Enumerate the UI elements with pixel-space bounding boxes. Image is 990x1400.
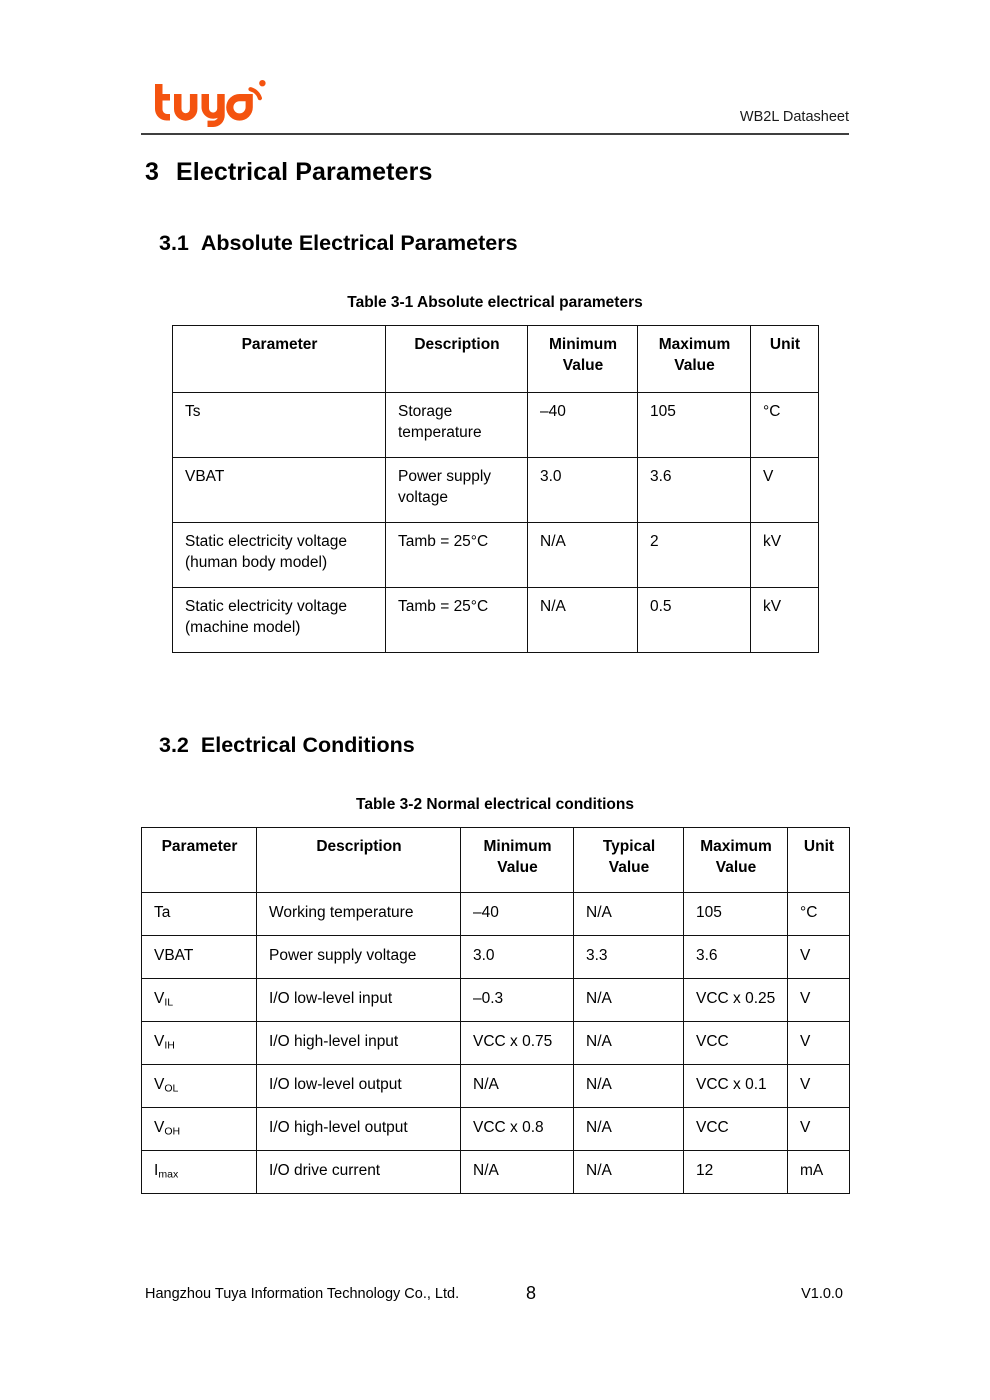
cell-description: Tamb = 25°C: [386, 588, 528, 653]
table-row: [142, 893, 850, 936]
th-unit: Unit: [751, 326, 819, 393]
cell-minimum: VCC x 0.75: [461, 1022, 574, 1065]
cell-unit: °C: [751, 393, 819, 458]
cell-minimum: –0.3: [461, 979, 574, 1022]
cell-description: Storage temperature: [386, 393, 528, 458]
cell-maximum: 3.6: [684, 936, 788, 979]
table-row: [173, 588, 819, 653]
cell-typical: N/A: [574, 979, 684, 1022]
cell-description: Power supply voltage: [386, 458, 528, 523]
table-row: [142, 936, 850, 979]
page-header: [141, 72, 849, 136]
cell-typical: N/A: [574, 1108, 684, 1151]
cell-unit: mA: [788, 1151, 850, 1194]
table-row: [142, 1022, 850, 1065]
table-3-2: [141, 827, 850, 1194]
cell-parameter: $V_{IH}$: [142, 1022, 257, 1065]
header-document-title: WB2L Datasheet: [739, 109, 849, 125]
table-3-2-caption: Table 3-2 Normal electrical conditions: [356, 796, 634, 813]
table-row: [173, 458, 819, 523]
tuya-logo: [149, 78, 269, 128]
parameter-subscript: IL: [164, 996, 174, 1009]
cell-typical: N/A: [574, 1151, 684, 1194]
th-description: Description: [257, 828, 461, 893]
cell-parameter: Ta: [142, 893, 257, 936]
table-row: [173, 393, 819, 458]
th-maximum-value: Maximum Value: [684, 828, 788, 893]
cell-unit: V: [788, 1065, 850, 1108]
cell-minimum: N/A: [461, 1065, 574, 1108]
heading-section-3-2: [159, 733, 415, 758]
cell-minimum: VCC x 0.8: [461, 1108, 574, 1151]
th-description: Description: [386, 326, 528, 393]
th-typical-value: Typical Value: [574, 828, 684, 893]
cell-minimum: N/A: [528, 523, 638, 588]
cell-unit: V: [788, 1022, 850, 1065]
cell-parameter: Static electricity voltage (human body model): [173, 523, 386, 588]
cell-typical: N/A: [574, 1065, 684, 1108]
footer-version: V1.0.0: [801, 1286, 843, 1302]
cell-description: Tamb = 25°C: [386, 523, 528, 588]
cell-maximum: VCC: [684, 1108, 788, 1151]
heading-chapter-3: [145, 158, 432, 187]
table-3-1: [172, 325, 819, 653]
cell-minimum: N/A: [461, 1151, 574, 1194]
header-divider: [141, 133, 849, 135]
cell-unit: V: [788, 1108, 850, 1151]
th-maximum-value: Maximum Value: [638, 326, 751, 393]
cell-maximum: 0.5: [638, 588, 751, 653]
cell-description: I/O low-level output: [257, 1065, 461, 1108]
footer-page-number: 8: [525, 1283, 536, 1303]
page-footer: [141, 1283, 849, 1308]
chapter-title: Electrical Parameters: [176, 158, 433, 186]
section-3-1-title: Absolute Electrical Parameters: [200, 231, 518, 255]
cell-description: I/O high-level input: [257, 1022, 461, 1065]
footer-company-name: Hangzhou Tuya Information Technology Co., Ltd.: [145, 1286, 460, 1302]
parameter-subscript: IH: [164, 1039, 175, 1052]
cell-typical: N/A: [574, 893, 684, 936]
cell-maximum: VCC x 0.25: [684, 979, 788, 1022]
th-parameter: Parameter: [173, 326, 386, 393]
cell-parameter: $V_{OH}$: [142, 1108, 257, 1151]
table-row: [142, 979, 850, 1022]
cell-unit: kV: [751, 523, 819, 588]
cell-unit: V: [751, 458, 819, 523]
cell-parameter: VBAT: [173, 458, 386, 523]
table-row: [142, 1151, 850, 1194]
th-parameter: Parameter: [142, 828, 257, 893]
cell-description: I/O high-level output: [257, 1108, 461, 1151]
parameter-subscript: OL: [164, 1082, 179, 1095]
cell-description: I/O drive current: [257, 1151, 461, 1194]
section-3-2-number: 3.2: [159, 733, 189, 757]
cell-unit: °C: [788, 893, 850, 936]
table-3-1-header-row: [173, 326, 819, 393]
cell-parameter: $I_{max}$: [142, 1151, 257, 1194]
cell-minimum: 3.0: [528, 458, 638, 523]
section-3-2-title: Electrical Conditions: [200, 733, 415, 757]
cell-typical: 3.3: [574, 936, 684, 979]
cell-maximum: 105: [638, 393, 751, 458]
cell-typical: N/A: [574, 1022, 684, 1065]
parameter-subscript: max: [158, 1168, 179, 1181]
cell-description: Power supply voltage: [257, 936, 461, 979]
cell-minimum: –40: [461, 893, 574, 936]
cell-description: I/O low-level input: [257, 979, 461, 1022]
table-row: [142, 1065, 850, 1108]
th-minimum-value: Minimum Value: [461, 828, 574, 893]
table-3-2-header-row: [142, 828, 850, 893]
cell-parameter: $V_{OL}$: [142, 1065, 257, 1108]
heading-section-3-1: [159, 231, 518, 256]
cell-maximum: VCC x 0.1: [684, 1065, 788, 1108]
parameter-subscript: OH: [164, 1125, 181, 1138]
th-unit: Unit: [788, 828, 850, 893]
chapter-number: 3: [145, 158, 160, 186]
table-row: [173, 523, 819, 588]
table-row: [142, 1108, 850, 1151]
cell-unit: kV: [751, 588, 819, 653]
cell-minimum: –40: [528, 393, 638, 458]
cell-maximum: 2: [638, 523, 751, 588]
cell-parameter: VBAT: [142, 936, 257, 979]
th-minimum-value: Minimum Value: [528, 326, 638, 393]
table-3-1-caption: Table 3-1 Absolute electrical parameters: [347, 294, 643, 311]
cell-maximum: 12: [684, 1151, 788, 1194]
cell-maximum: 3.6: [638, 458, 751, 523]
section-3-1-number: 3.1: [159, 231, 189, 255]
cell-minimum: 3.0: [461, 936, 574, 979]
cell-parameter: Ts: [173, 393, 386, 458]
cell-parameter: $V_{IL}$: [142, 979, 257, 1022]
cell-description: Working temperature: [257, 893, 461, 936]
cell-parameter: Static electricity voltage (machine model): [173, 588, 386, 653]
cell-unit: V: [788, 979, 850, 1022]
cell-maximum: VCC: [684, 1022, 788, 1065]
cell-maximum: 105: [684, 893, 788, 936]
cell-unit: V: [788, 936, 850, 979]
cell-minimum: N/A: [528, 588, 638, 653]
